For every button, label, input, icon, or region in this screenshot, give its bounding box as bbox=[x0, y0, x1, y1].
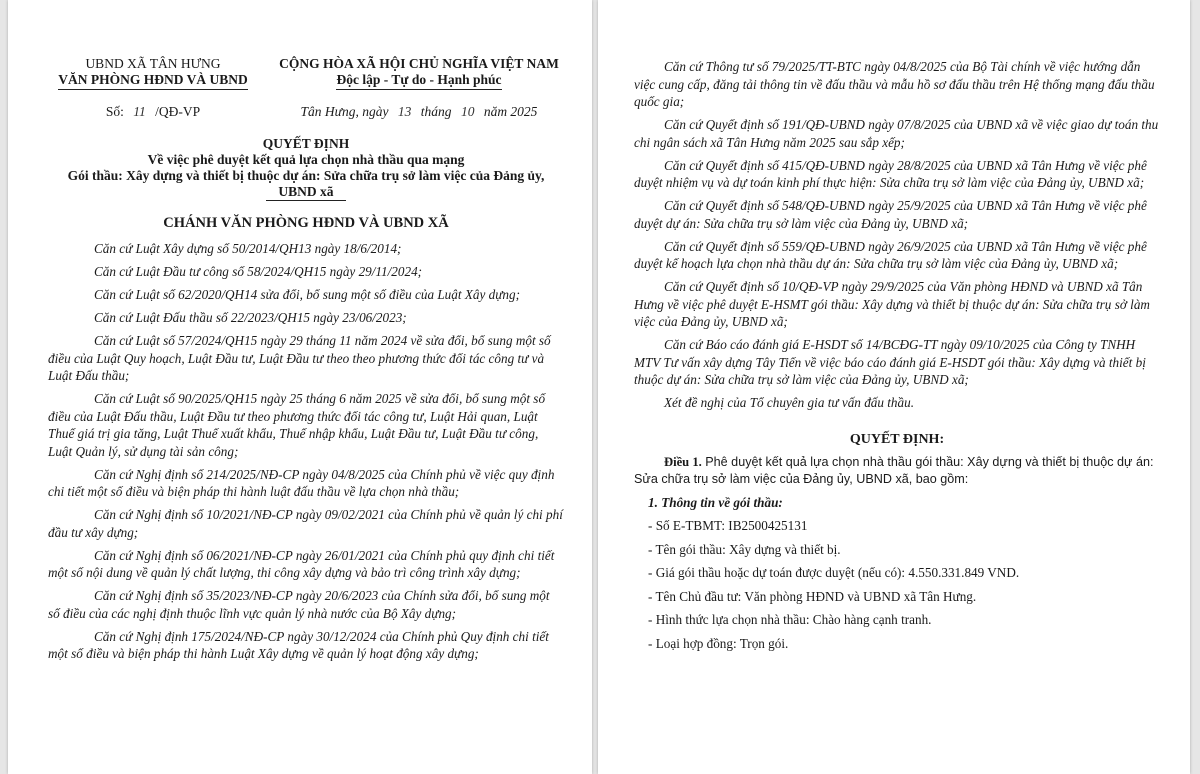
legal-basis-paragraph: Căn cứ Quyết định số 548/QĐ-UBND ngày 25/9/2025 của UBND xã Tân Hưng về việc phê duyệt dự án: Sửa chữa trụ sở làm việc của Đảng ủy, UBND xã; bbox=[634, 198, 1147, 231]
decision-title-block bbox=[48, 136, 564, 201]
legal-basis-paragraph: Căn cứ Nghị định số 06/2021/NĐ-CP ngày 26/01/2021 của Chính phủ quy định chi tiết một số nội dung về quản lý chất lượng, thi công xây dựng và bảo trì công trình xây dựng; bbox=[48, 547, 555, 580]
nation-line-1: CỘNG HÒA XÃ HỘI CHỦ NGHĨA VIỆT NAM bbox=[279, 56, 559, 71]
title-divider bbox=[266, 200, 346, 201]
legal-basis-paragraph: Căn cứ Thông tư số 79/2025/TT-BTC ngày 04/8/2025 của Bộ Tài chính về việc hướng dẫn việc cung cấp, đăng tải thông tin về đấu thầu và mẫu hồ sơ đấu thầu trên Hệ thống mạng đấu thầu quốc gia; bbox=[634, 59, 1155, 109]
legal-basis-paragraph: Căn cứ Quyết định số 10/QĐ-VP ngày 29/9/2025 của Văn phòng HĐND và UBND xã Tân Hưng về việc phê duyệt E-HSMT gói thầu: Xây dựng và thiết bị thuộc dự án: Sửa chữa trụ sở làm việc của Đảng ủy, UBND xã; bbox=[634, 279, 1150, 329]
decision-subtitle-1: Về việc phê duyệt kết quả lựa chọn nhà thầu qua mạng bbox=[147, 152, 465, 167]
decision-subtitle-3: UBND xã bbox=[278, 184, 334, 199]
legal-basis-list-right bbox=[634, 58, 1160, 412]
document-page-left bbox=[8, 0, 592, 774]
legal-basis-paragraph: Căn cứ Quyết định số 415/QĐ-UBND ngày 28/8/2025 của UBND xã Tân Hưng về việc phê duyệt nhiệm vụ và dự toán kinh phí thực hiện: Sửa chữa trụ sở làm việc của Đảng ủy, UBND xã; bbox=[634, 157, 1147, 190]
legal-basis-paragraph: Căn cứ Báo cáo đánh giá E-HSDT số 14/BCĐG-TT ngày 09/10/2025 của Công ty TNHH MTV Tư vấn xây dựng Tây Tiến về việc báo cáo đánh giá E-HSDT gói thầu: Xây dựng và thiết bị thuộc dự án: Sửa chữa trụ sở làm việc của Đảng ủy, UBND xã; bbox=[634, 337, 1146, 387]
legal-basis-list-left bbox=[48, 240, 564, 663]
article-1-label: Điều 1. bbox=[664, 454, 702, 469]
authority-heading: CHÁNH VĂN PHÒNG HĐND VÀ UBND XÃ bbox=[163, 215, 449, 231]
package-info-item: - Tên Chủ đầu tư: Văn phòng HĐND và UBND xã Tân Hưng. bbox=[648, 588, 977, 604]
decision-subtitle-2: Gói thầu: Xây dựng và thiết bị thuộc dự án: Sửa chữa trụ sở làm việc của Đảng ủy, bbox=[67, 168, 545, 183]
legal-basis-paragraph: Căn cứ Nghị định 175/2024/NĐ-CP ngày 30/12/2024 của Chính phủ Quy định chi tiết một số điều và biện pháp thi hành Luật Xây dựng về quản lý hoạt động xây dựng; bbox=[48, 628, 549, 661]
issuing-organization bbox=[48, 56, 258, 90]
org-line-1: UBND XÃ TÂN HƯNG bbox=[85, 56, 221, 71]
article-1 bbox=[634, 454, 1160, 489]
document-number-row bbox=[48, 104, 564, 120]
org-line-2: VĂN PHÒNG HĐND VÀ UBND bbox=[58, 72, 248, 90]
national-title bbox=[274, 56, 564, 90]
document-number-value: 11 bbox=[133, 104, 146, 119]
package-info-list bbox=[634, 517, 1160, 652]
package-info-item: - Tên gói thầu: Xây dựng và thiết bị. bbox=[648, 541, 841, 557]
document-header bbox=[48, 56, 564, 90]
legal-basis-paragraph: Căn cứ Luật số 57/2024/QH15 ngày 29 tháng 11 năm 2024 về sửa đổi, bổ sung một số điều của Luật Quy hoạch, Luật Đầu tư, Luật Đầu tư theo theo phương thức đối tác công tư và Luật Đấu thầu; bbox=[48, 333, 551, 383]
document-page-right bbox=[598, 0, 1190, 774]
package-info-item: - Loại hợp đồng: Trọn gói. bbox=[648, 635, 789, 651]
legal-basis-paragraph: Căn cứ Nghị định số 35/2023/NĐ-CP ngày 20/6/2023 của Chính sửa đổi, bổ sung một số điều của các nghị định thuộc lĩnh vực quản lý nhà nước của Bộ Xây dựng; bbox=[48, 588, 550, 621]
decision-heading: QUYẾT ĐỊNH: bbox=[849, 431, 945, 447]
decision-title: QUYẾT ĐỊNH bbox=[262, 136, 350, 151]
section-1-title: 1. Thông tin về gói thầu: bbox=[648, 494, 783, 510]
article-1-text: Phê duyệt kết quả lựa chọn nhà thầu gói thầu: Xây dựng và thiết bị thuộc dự án: Sửa chữa trụ sở làm việc của Đảng ủy, UBND xã, bao gồm: bbox=[634, 454, 1154, 486]
legal-basis-paragraph: Căn cứ Nghị định số 10/2021/NĐ-CP ngày 09/02/2021 của Chính phủ về quản lý chi phí đầu tư xây dựng; bbox=[48, 507, 563, 540]
legal-basis-paragraph: Căn cứ Nghị định số 214/2025/NĐ-CP ngày 04/8/2025 của Chính phủ về việc quy định chi tiết một số điều và biện pháp thi hành luật đấu thầu về lựa chọn nhà thầu; bbox=[48, 466, 555, 499]
legal-basis-paragraph: Căn cứ Quyết định số 559/QĐ-UBND ngày 26/9/2025 của UBND xã Tân Hưng về việc phê duyệt kế hoạch lựa chọn nhà thầu dự án: Sửa chữa trụ sở làm việc của Đảng ủy, UBND xã; bbox=[634, 238, 1147, 271]
legal-basis-paragraph: Căn cứ Luật số 90/2025/QH15 ngày 25 tháng 6 năm 2025 về sửa đổi, bổ sung một số điều của Luật Đấu thầu, Luật Đầu tư theo phương thức đối tác công tư, Luật Hải quan, Luật Thuế giá trị gia tăng, Luật Thuế xuất khẩu, Thuế nhập khẩu, Luật Đầu tư, Luật Đầu tư công, Luật Quản lý, sử dụng tài sản công; bbox=[48, 391, 546, 459]
legal-basis-paragraph: Xét đề nghị của Tổ chuyên gia tư vấn đấu thầu. bbox=[664, 395, 915, 410]
document-number: Số: 11 /QĐ-VP bbox=[105, 104, 201, 119]
nation-line-2: Độc lập - Tự do - Hạnh phúc bbox=[336, 72, 501, 90]
legal-basis-paragraph: Căn cứ Luật Đầu tư công số 58/2024/QH15 ngày 29/11/2024; bbox=[94, 264, 423, 279]
legal-basis-paragraph: Căn cứ Luật số 62/2020/QH14 sửa đổi, bổ sung một số điều của Luật Xây dựng; bbox=[94, 287, 520, 302]
date-month: 10 bbox=[460, 104, 475, 119]
package-info-item: - Giá gói thầu hoặc dự toán được duyệt (nếu có): 4.550.331.849 VND. bbox=[648, 565, 1020, 580]
package-info-item: - Hình thức lựa chọn nhà thầu: Chào hàng cạnh tranh. bbox=[648, 612, 932, 627]
date-day: 13 bbox=[397, 104, 412, 119]
legal-basis-paragraph: Căn cứ Luật Đấu thầu số 22/2023/QH15 ngày 23/06/2023; bbox=[94, 310, 407, 325]
package-info-item: - Số E-TBMT: IB2500425131 bbox=[648, 518, 808, 533]
legal-basis-paragraph: Căn cứ Luật Xây dựng số 50/2014/QH13 ngày 18/6/2014; bbox=[94, 241, 402, 256]
legal-basis-paragraph: Căn cứ Quyết định số 191/QĐ-UBND ngày 07/8/2025 của UBND xã về việc giao dự toán thu chi ngân sách xã Tân Hưng năm 2025 sau sắp xếp; bbox=[634, 117, 1159, 150]
document-date: Tân Hưng, ngày 13 tháng 10 năm 2025 bbox=[300, 104, 538, 119]
